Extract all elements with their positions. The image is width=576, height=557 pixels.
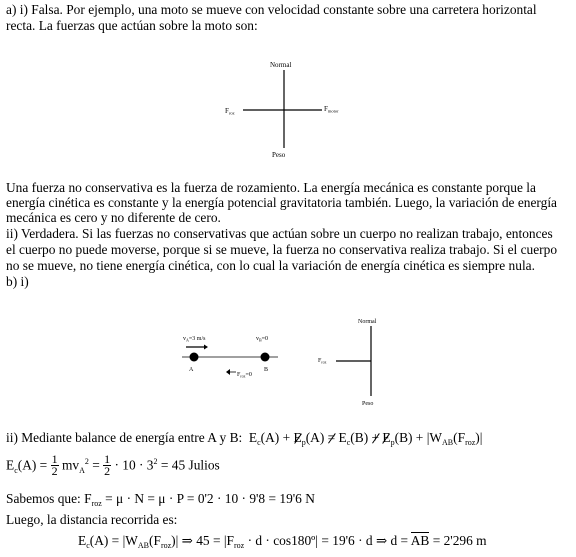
final-line: $E_c(A) = |W_{AB}(F_{roz})|$ ⇒ $45 = |F_{roz} \cdot d$ · cos180º| = 19'6 · d ⇒ d = AB = 2'296 m (78, 533, 487, 550)
point-b-dot (261, 353, 270, 362)
paragraph-b-line-6: no se mueve, no tiene energía cinética, con lo cual la variación de energía cinética es siempre nula. (6, 258, 535, 273)
luego-line: Luego, la distancia recorrida es: (6, 512, 178, 527)
paragraph-b-line-5: el cuerpo no puede moverse, porque si se mueve, la fuerza no conservativa realiza trabajo. Si el cuerpo (6, 242, 558, 257)
paragraph-a-line-1: a) i) Falsa. Por ejemplo, una moto se mueve con velocidad constante sobre una carretera horizontal (6, 2, 537, 17)
svg-text:Froz: $F_{roz}$ (318, 358, 327, 365)
svg-text:vA=3 m/s: $v_A=3$ m/s (183, 336, 206, 343)
svg-text:A: A (189, 367, 194, 373)
paragraph-b-line-1: Una fuerza no conservativa es la fuerza de rozamiento. La energía mecánica es constante porque la (6, 180, 536, 195)
svg-text:Froz=0: $F_{roz}=0$ (237, 372, 252, 379)
point-a-dot (190, 353, 199, 362)
paragraph-b-line-4: ii) Verdadera. Si las fuerzas no conservativas que actúan sobre un cuerpo no realizan trabajo, entonces (6, 226, 553, 241)
paragraph-b-line-7: b) i) (6, 274, 29, 289)
normal-label: Normal (270, 61, 292, 69)
fmotor-label: $F_{motor}$ (324, 105, 339, 114)
paragraph-b-line-3: mecánica es cero y no diferente de cero. (6, 210, 221, 225)
peso-label: Peso (272, 151, 286, 159)
paragraph-a-line-2: recta. La fuerzas que actúan sobre la moto son: (6, 18, 258, 33)
froz-label: $F_{roz}$ (225, 107, 235, 116)
svg-text:vB=0: $v_B=0$ (256, 336, 269, 343)
svg-text:Peso: Peso (362, 401, 374, 407)
balance-line: ii) Mediante balance de energía entre A y B: $E_c(A) + E_p(A) = E_c(B) + E_p(B) + |W_{AB}(F_{roz})|$ (6, 430, 483, 447)
ec-line: $E_c(A)$ = $\frac{1}{2}$ $mv_A^2$ = $\frac{1}{2}$ · $10 \cdot 3^2 = 45$ Julios (6, 452, 220, 478)
force-diagram-moto (0, 0, 576, 170)
sabemos-line: Sabemos que: $F_{roz} = \mu \cdot N = \mu \cdot P = 0'2 \cdot 10 \cdot 9'8 = 19'6$ N (6, 491, 315, 508)
paragraph-b-line-2: energía cinética es constante y la energía potencial gravitatoria también. Luego, la variación de energía (6, 195, 558, 210)
svg-text:B: B (264, 367, 269, 373)
motion-diagram (0, 300, 576, 415)
svg-text:Normal: Normal (358, 319, 377, 325)
